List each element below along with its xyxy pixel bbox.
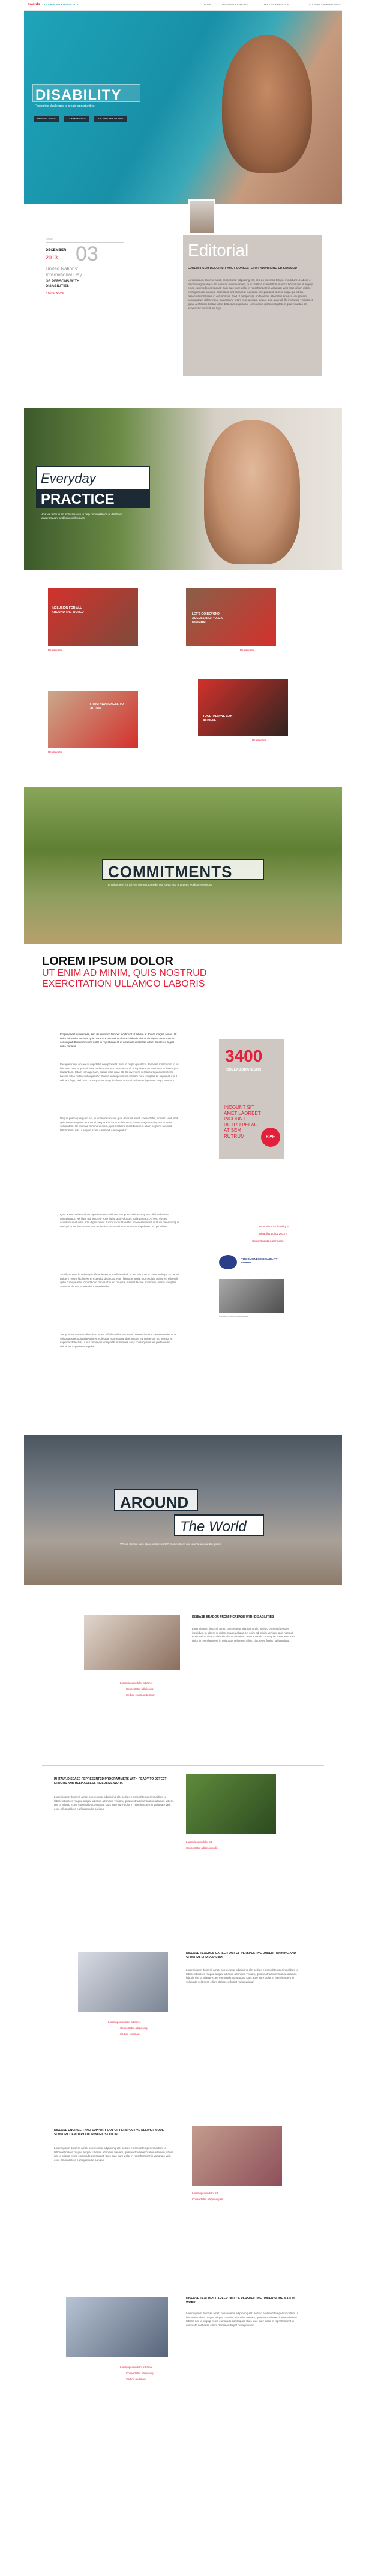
story-4-body: Lorem ipsum dolor sit amet, consectetur adipiscing elit, sed do eiusmod tempor incididunt ut labore et dolore magna aliqua. Ut enim ad minim veniam, quis nostrud exercitation ullamco laboris nisi ut aliquip ex ea commodo consequat. Duis aute irure dolor in reprehenderit in voluptate velit esse cillum dolore eu fugiat nulla pariatur. (54, 2147, 174, 2162)
practice-caption: How we work in an inclusive way to help our workforce of disabled leaders taught and bring colleagues (41, 513, 122, 520)
event-line4: DISABILITIES (46, 285, 70, 288)
practice-title-box (36, 466, 150, 508)
event-line2: International Day (46, 272, 82, 277)
article-p4: Similique sunt in culpa qui officia deserunt mollitia animi, id est laborum et dolorum fuga. Et harum quidem rerum facilis est et expedita distinctio. Nam libero tempore, cum soluta nobis est eligendi optio cumque nihil impedit quo minus id quod maxime placeat facere possimus, omnis voluptas assumenda est, omnis dolor repellendus. (60, 1273, 180, 1288)
article-p3: Quis autem vel eum iure reprehenderit qui in ea voluptate velit esse quam nihil molestiae consequatur, vel illum qui dolorem eum fugiat quo voluptas nulla pariatur. At vero eos et accusamus et iusto odio dignissimos ducimus qui blanditiis praesentium voluptatum deleniti atque corrupti quos dolores et quas molestias excepturi sint occaecati cupiditate non provident. (60, 1213, 179, 1228)
story-1-link-2[interactable]: Consectetur adipiscing (126, 1687, 154, 1690)
story-1-photo[interactable] (84, 1615, 180, 1670)
around-word2: The World (180, 1519, 247, 1535)
story-4-title: DISEASE ENGINEER AND SUPPORT OUT OF PERSPECTIVE DELIVER MODE SUPPORT OF ADAPTATION WORK STATION (54, 2129, 164, 2136)
related-link-2[interactable]: Disability policy 2013 » (259, 1232, 287, 1235)
nav-home[interactable]: HOME (204, 4, 211, 6)
logo[interactable]: awards (28, 3, 40, 7)
story-5-title: DISEASE TEACHES CAREER OUT OF PERSPECTIVE UNDER SOME MATCH WORK (186, 2297, 295, 2305)
editorial-body: Lorem ipsum dolor sit amet, consectetur adipiscing elit, sed do eiusmod tempor incididunt ut labore et dolore magna aliqua. Ut enim ad minim veniam, quis nostrud exercitation ullamco laboris nisi ut aliquip ex ea commodo consequat. Duis aute irure dolor in reprehenderit in voluptate velit esse cillum dolore eu fugiat nulla pariatur. Excepteur sint occaecat cupidatat non proident, sunt in culpa qui officia deserunt mollit anim id est laborum. Sed ut perspiciatis unde omnis iste natus error sit voluptatem accusantium doloremque laudantium, totam rem aperiam, eaque ipsa quae ab illo inventore veritatis et quasi architecto beatae vitae dicta sunt explicabo. Nemo enim ipsam voluptatem quia voluptas sit aspernatur aut odit aut fugit. (188, 279, 313, 310)
practice-card-3-caption: FROM AWARENESS TO ACTION (90, 703, 124, 710)
practice-card-1-caption: INCLUSION FOR ALL AROUND THE WORLD (52, 606, 84, 614)
related-link-3[interactable]: Commitments & partners » (252, 1239, 285, 1242)
commitments-banner (24, 787, 342, 944)
practice-banner (24, 408, 342, 570)
commitments-title-box (102, 859, 264, 880)
story-3-link-2[interactable]: Consectetur adipiscing (120, 2027, 148, 2030)
hero-tag-world[interactable]: AROUND THE WORLD (94, 116, 127, 122)
commitments-title: COMMITMENTS (108, 863, 233, 881)
practice-card-1[interactable] (48, 588, 138, 646)
story-3-title: DISEASE TEACHES CAREER OUT OF PERSPECTIVE UNDER TRAINING AND SUPPORT FOR PERSONS (186, 1952, 296, 1959)
story-5-link-1[interactable]: Lorem ipsum dolor sit amet (120, 2366, 153, 2369)
practice-word1: Everyday (41, 471, 96, 486)
story-2-body: Lorem ipsum dolor sit amet, consectetur adipiscing elit, sed do eiusmod tempor incididunt ut labore et dolore magna aliqua. Ut enim ad minim veniam, quis nostrud exercitation ullamco laboris nisi ut aliquip ex ea commodo consequat. Duis aute irure dolor in reprehenderit in voluptate velit esse cillum dolore eu fugiat nulla pariatur. (54, 1795, 174, 1810)
event-line1: United Nations' (46, 266, 78, 271)
stats-red-text: INCOUNT SIT AMET LAOREET INCOUNT RUTRU PELAU AT SEM RUTRUM (224, 1105, 261, 1139)
date-month: DECEMBER (46, 249, 67, 252)
hero-banner (24, 11, 342, 204)
stats-number: 3400 (225, 1047, 263, 1065)
practice-card-4-caption: TOGETHER WE CAN ACHIEVE (203, 715, 233, 722)
hero-title-box (32, 84, 140, 102)
story-1-link-1[interactable]: Lorem ipsum dolor sit amet (120, 1681, 153, 1684)
related-link-1[interactable]: Workplace & disability » (259, 1225, 289, 1228)
around-word2-box (174, 1514, 264, 1536)
story-3-link-3[interactable]: Sed do eiusmod (120, 2033, 140, 2036)
date-small: ISSUE (46, 237, 53, 240)
date-link[interactable]: » READ MORE (46, 291, 65, 294)
article-title-black: LOREM IPSUM DOLOR (42, 955, 173, 968)
partner-photo[interactable] (219, 1279, 284, 1313)
stats-percent: 82% (265, 1134, 275, 1140)
event-line3: OF PERSONS WITH (46, 280, 80, 283)
story-5-photo[interactable] (66, 2297, 168, 2357)
story-5-link-3[interactable]: Sed do eiusmod (126, 2378, 146, 2381)
story-4-photo[interactable] (192, 2126, 282, 2186)
hero-tags (34, 116, 172, 122)
site-header (24, 0, 342, 11)
story-2-title: IN ITALY, DISEASE REPRESENTED PROGRAMMERS WITH READY TO DETECT ERRORS AND HELP ASSESS INCLUSIVE WORK (54, 1777, 167, 1785)
story-4-link-1[interactable]: Lorem ipsum dolor sit (192, 2192, 218, 2195)
around-caption: Where does it take place in the world? Stories from our teams around the globe (120, 1543, 221, 1546)
around-banner (24, 1435, 342, 1585)
practice-card-3[interactable] (48, 691, 138, 748)
hero-tag-perspectives[interactable]: PERSPECTIVES (34, 116, 59, 122)
practice-card-1-link[interactable]: Read article (48, 649, 63, 652)
editorial-lead: LOREM IPSUM DOLOR SIT AMET CONSECTETUR ADIPISCING ED EIUSMOD (188, 267, 298, 270)
editorial-title: Editorial (188, 241, 249, 259)
nav-columns[interactable]: COLUMNS & PERSPECTIVES (309, 4, 341, 6)
article-p5: Temporibus autem quibusdam et aut officiis debitis aut rerum necessitatibus saepe eveniet ut et voluptates repudiandae sint et molestiae non recusandae. Itaque earum rerum hic tenetur a sapiente delectus, ut aut reiciendis voluptatibus maiores alias consequatur aut perferendis doloribus asperiores repellat. (60, 1333, 177, 1348)
date-day: 03 (76, 243, 98, 265)
nav-overview[interactable]: OVERVIEW & EDITORIAL (222, 4, 250, 6)
story-5-link-2[interactable]: Consectetur adipiscing (126, 2372, 154, 2375)
story-1-link-3[interactable]: Sed do eiusmod tempor (126, 1693, 155, 1696)
stats-panel (219, 1039, 284, 1159)
story-3-link-1[interactable]: Lorem ipsum dolor sit amet (108, 2021, 141, 2024)
partner-name: THE BUSINESS DISABILITY FORUM (241, 1257, 278, 1265)
practice-card-2-caption: LET'S GO BEYOND ACCESSIBILITY AS A MINIMUM (192, 612, 223, 624)
partner-caption: Lorem ipsum dolor sit amet (219, 1315, 248, 1318)
date-year: 2013 (46, 255, 58, 261)
story-2-link-2[interactable]: Consectetur adipiscing elit (186, 1846, 218, 1849)
story-divider (42, 1765, 324, 1766)
date-block (46, 237, 136, 321)
stats-percent-circle (261, 1128, 280, 1147)
story-4-link-2[interactable]: Consectetur adipiscing elit (192, 2198, 224, 2201)
story-3-photo[interactable] (78, 1952, 168, 2012)
site-name: GLOBAL INCLUSION 2013 (44, 3, 79, 6)
editorial-panel (183, 235, 322, 376)
practice-card-4[interactable] (198, 679, 288, 736)
hero-subtitle: Facing the challenges to create opportunities (35, 104, 95, 108)
practice-card-3-link[interactable]: Read article (48, 751, 63, 754)
around-word1: AROUND (120, 1493, 189, 1511)
practice-card-2-link[interactable]: Read article (240, 649, 255, 652)
story-2-photo[interactable] (186, 1774, 276, 1834)
hero-title: DISABILITY (35, 87, 122, 103)
story-5-body: Lorem ipsum dolor sit amet, consectetur adipiscing elit, sed do eiusmod tempor incididunt ut labore et dolore magna aliqua. Ut enim ad minim veniam, quis nostrud exercitation ullamco laboris nisi ut aliquip ex ea commodo consequat. Duis aute irure dolor in reprehenderit in voluptate velit esse cillum dolore eu fugiat nulla pariatur. (186, 2312, 298, 2327)
story-2-link-1[interactable]: Lorem ipsum dolor sit (186, 1840, 212, 1843)
article-p2: Neque porro quisquam est, qui dolorem ipsum quia dolor sit amet, consectetur, adipisci velit, sed quia non numquam eius modi tempora incidunt ut labore et dolore magnam aliquam quaerat voluptatem. Ut enim ad minima veniam, quis nostrum exercitationem ullam corporis suscipit laboriosam, nisi ut aliquid ex ea commodi consequatur. (60, 1117, 178, 1132)
hero-tag-commitments[interactable]: COMMITMENTS (64, 116, 89, 122)
partner-logo[interactable] (219, 1255, 237, 1269)
article-title-red: UT ENIM AD MINIM, QUIS NOSTRUD EXERCITATION ULLAMCO LABORIS (42, 968, 207, 990)
nav-policies[interactable]: POLICIES & PRACTICE (264, 4, 289, 6)
practice-card-2[interactable] (186, 588, 276, 646)
story-3-body: Lorem ipsum dolor sit amet, consectetur adipiscing elit, sed do eiusmod tempor incididunt ut labore et dolore magna aliqua. Ut enim ad minim veniam, quis nostrud exercitation ullamco laboris nisi ut aliquip ex ea commodo consequat. Duis aute irure dolor in reprehenderit in voluptate velit esse cillum dolore eu fugiat nulla pariatur. (186, 1968, 298, 1983)
article-lead: Employment awareness, sed do eiusmod tempor incididunt ut labore et dolore magna aliqua. Ut enim ad minim veniam, quis nostrud exercitation ullamco laboris nisi ut aliquip ex ea commodo consequat. Duis aute irure dolor in reprehenderit in voluptate velit esse cillum dolore eu fugiat nulla pariatur. (60, 1033, 177, 1048)
story-1-body: Lorem ipsum dolor sit amet, consectetur adipiscing elit, sed do eiusmod tempor incididunt ut labore et dolore magna aliqua. Ut enim ad minim veniam, quis nostrud exercitation ullamco laboris nisi ut aliquip ex ea commodo consequat. Duis aute irure dolor in reprehenderit in voluptate velit esse cillum dolore eu fugiat nulla pariatur. (192, 1627, 296, 1642)
around-word1-box (114, 1489, 198, 1511)
editorial-avatar (188, 199, 215, 234)
practice-word2: PRACTICE (41, 491, 115, 507)
practice-portrait (204, 420, 300, 564)
story-1-title: DISEASE ERADOR FROM INCREASE WITH DISABILITIES (192, 1615, 274, 1619)
practice-word2-bar (37, 489, 149, 507)
practice-card-4-link[interactable]: Read article (252, 739, 267, 742)
stats-label: COLLABORATEURS (226, 1068, 262, 1072)
commitments-caption: Employment for all: we commit to make our ideas and practices work for everyone (108, 884, 213, 887)
hero-portrait (222, 35, 312, 173)
article-p1: Excepteur sint occaecat cupidatat non proident, sunt in culpa qui officia deserunt mollit anim id est laborum. Sed ut perspiciatis unde omnis iste natus error sit voluptatem accusantium doloremque laudantium, totam rem aperiam, eaque ipsa quae ab illo inventore veritatis et quasi architecto beatae vitae dicta sunt explicabo. Nemo enim ipsam voluptatem quia voluptas sit aspernatur aut odit aut fugit, sed quia consequuntur magni dolores eos qui ratione voluptatem sequi nesciunt. (60, 1063, 180, 1082)
